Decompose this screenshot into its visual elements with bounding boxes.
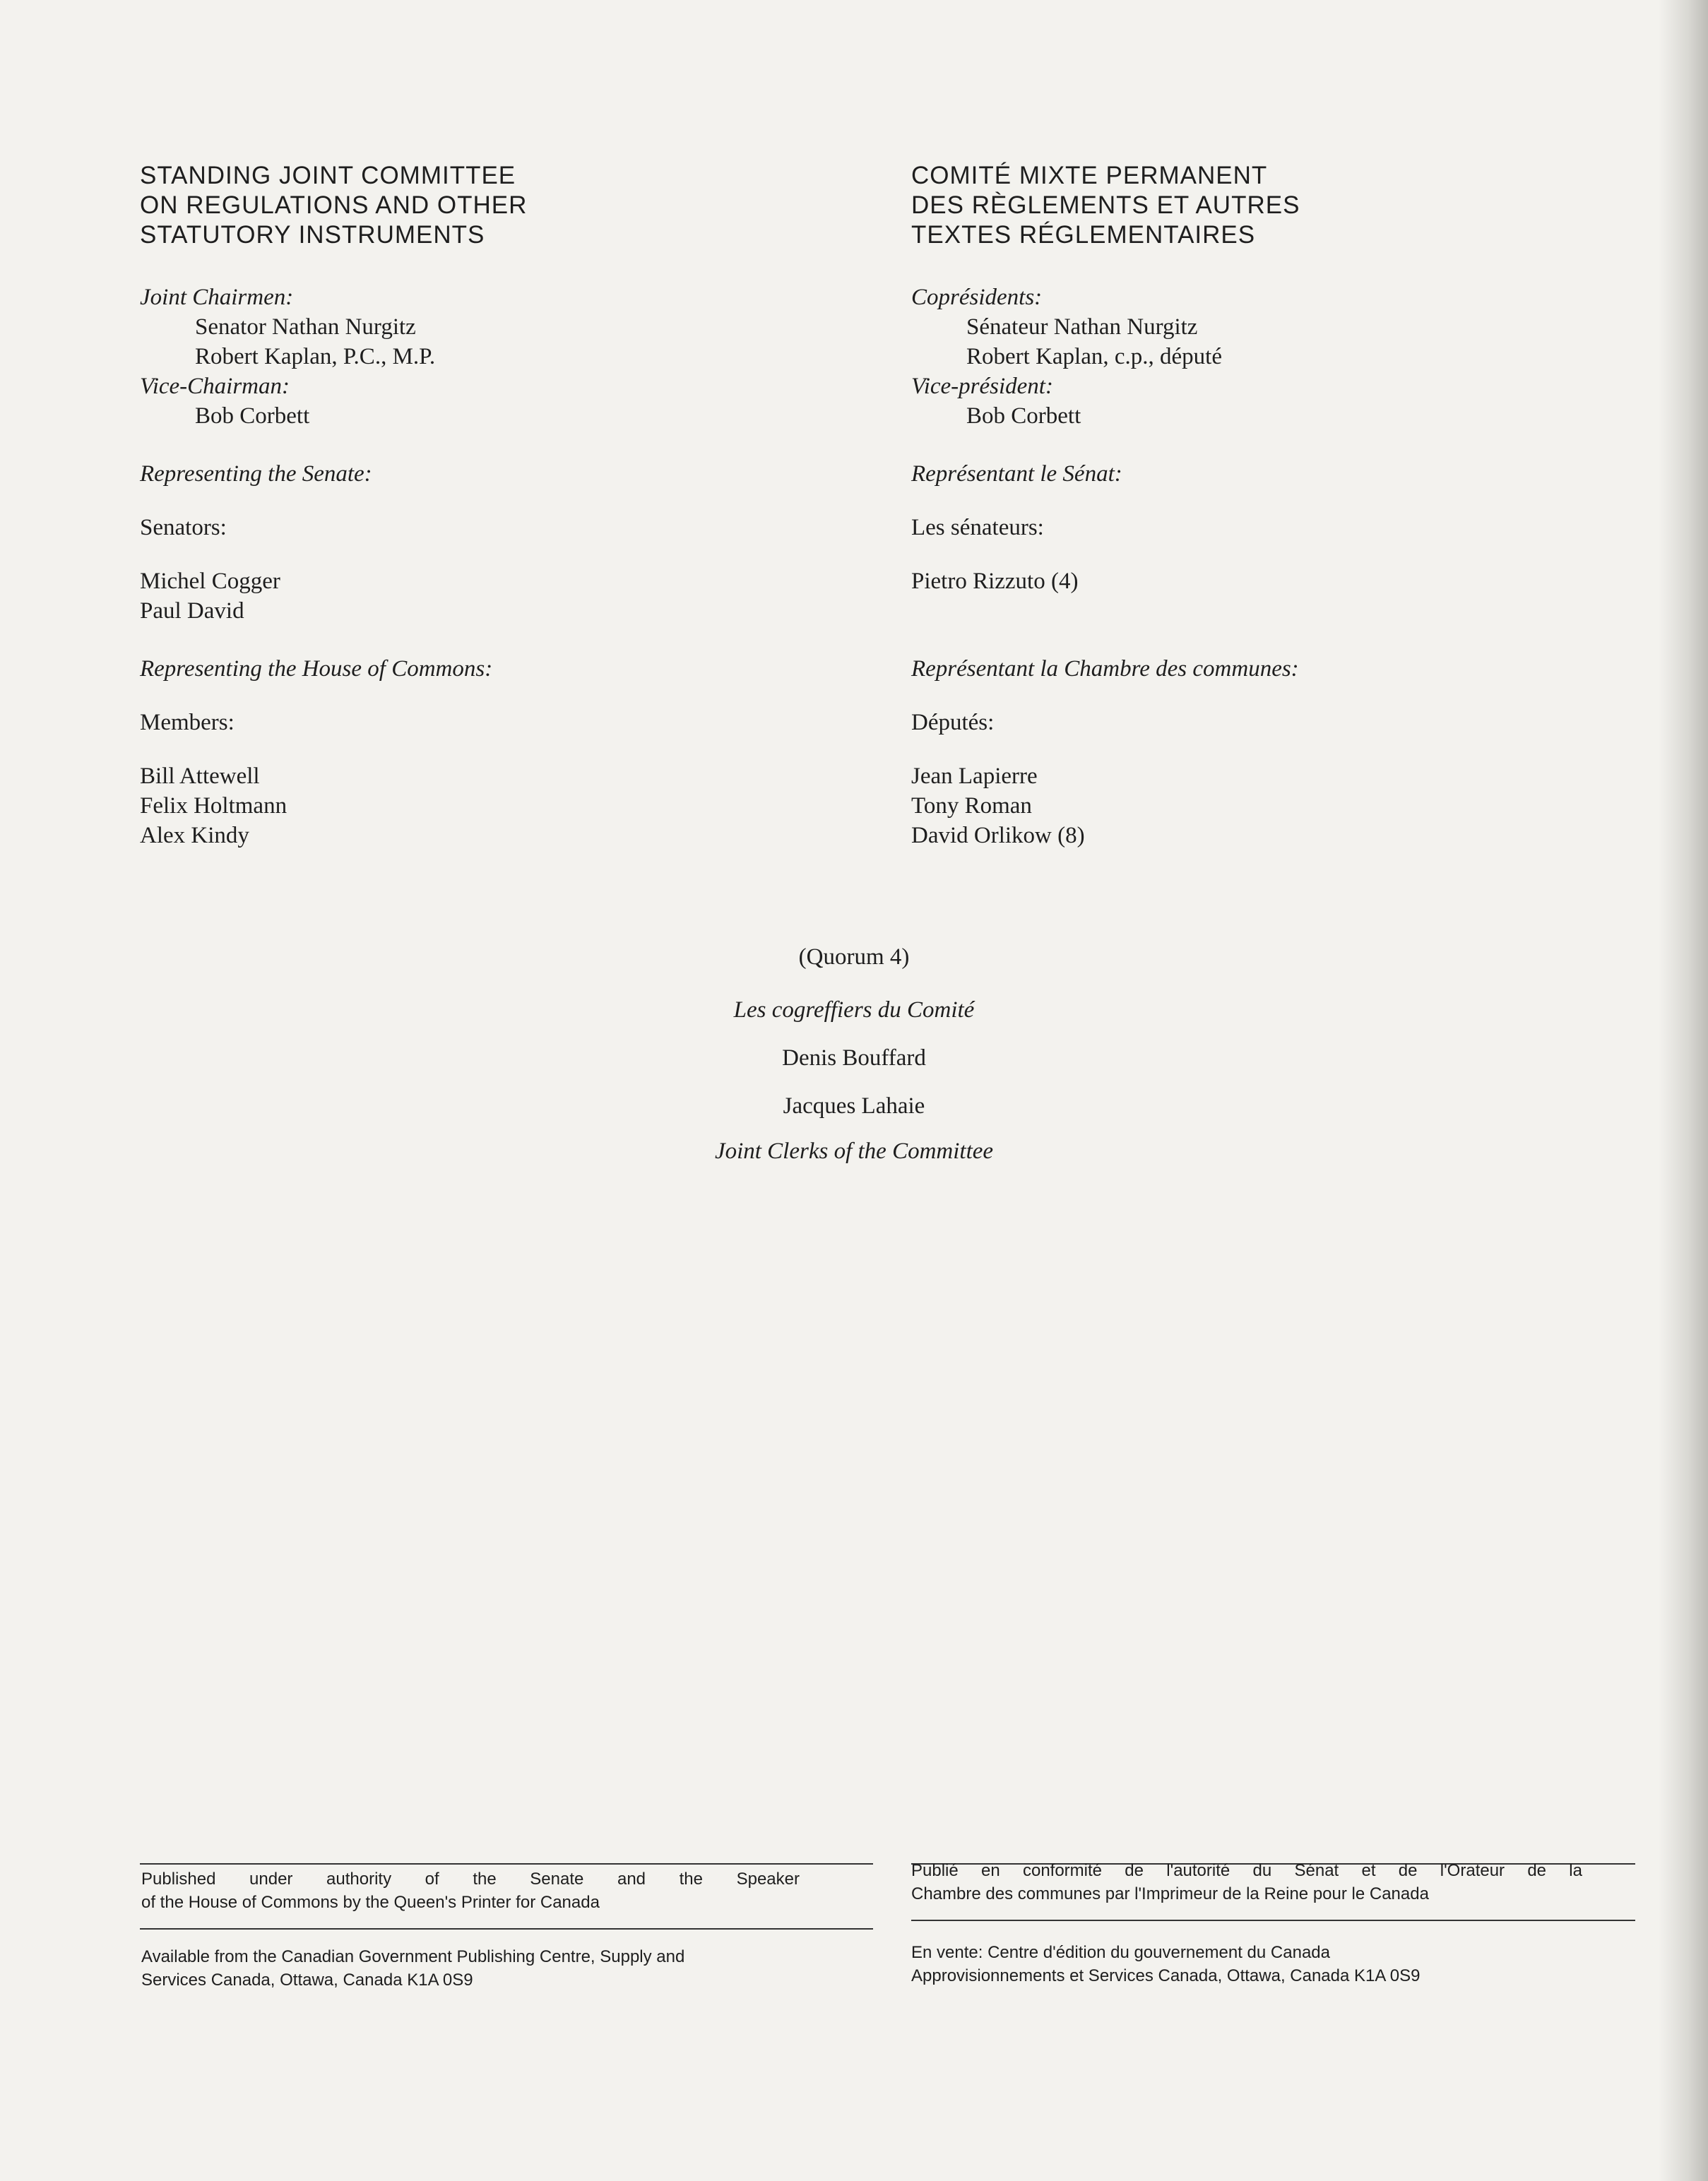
clerk-name: Denis Bouffard: [782, 1045, 926, 1071]
availability-line: Services Canada, Ottawa, Canada K1A 0S9: [141, 1971, 473, 1990]
committee-heading-fr: [911, 161, 1653, 250]
joint-chairman-name: Sénateur Nathan Nurgitz: [966, 314, 1198, 340]
vice-chairman-label: Vice-président:: [911, 374, 1053, 399]
vice-chairman-name: Bob Corbett: [195, 403, 310, 429]
members-label: Members:: [140, 710, 235, 735]
joint-chairmen-label: Coprésidents:: [911, 285, 1043, 310]
commons-representation-label: Représentant la Chambre des communes:: [911, 656, 1299, 682]
published-notice-en: [141, 1867, 800, 1914]
footer-rule-mid-left: [140, 1928, 873, 1930]
published-line: Chambre des communes par l'Imprimeur de la Reine pour le Canada: [911, 1884, 1429, 1903]
clerk-name: Jacques Lahaie: [783, 1093, 925, 1119]
member-name: David Orlikow (8): [911, 823, 1085, 848]
footer-rule-mid-right: [911, 1920, 1635, 1921]
member-name: Alex Kindy: [140, 823, 249, 848]
joint-chairman-name: Senator Nathan Nurgitz: [195, 314, 416, 340]
joint-chairman-name: Robert Kaplan, P.C., M.P.: [195, 344, 436, 369]
heading-line: ON REGULATIONS AND OTHER: [140, 191, 528, 219]
quorum: (Quorum 4): [798, 944, 910, 970]
senator-name: Michel Cogger: [140, 569, 280, 594]
clerks-label-en: Joint Clerks of the Committee: [714, 1139, 994, 1164]
member-name: Jean Lapierre: [911, 763, 1038, 789]
members-label: Députés:: [911, 710, 995, 735]
availability-line: En vente: Centre d'édition du gouvernement du Canada: [911, 1943, 1330, 1962]
commons-representation-label: Representing the House of Commons:: [140, 656, 493, 682]
member-name: Tony Roman: [911, 793, 1032, 819]
joint-chairman-name: Robert Kaplan, c.p., député: [966, 344, 1222, 369]
availability-notice-en: [141, 1945, 876, 1992]
clerks-label-fr: Les cogreffiers du Comité: [733, 997, 975, 1023]
heading-line: DES RÈGLEMENTS ET AUTRES: [911, 191, 1300, 219]
committee-heading-en: [140, 161, 882, 250]
heading-line: STANDING JOINT COMMITTEE: [140, 162, 516, 189]
senators-label: Les sénateurs:: [911, 515, 1044, 540]
page-edge-shadow: [1659, 0, 1708, 2181]
member-name: Bill Attewell: [140, 763, 260, 789]
availability-line: Approvisionnements et Services Canada, Ottawa, Canada K1A 0S9: [911, 1966, 1421, 1985]
heading-line: TEXTES RÉGLEMENTAIRES: [911, 221, 1256, 249]
joint-chairmen-label: Joint Chairmen:: [140, 285, 294, 310]
english-column: [140, 161, 882, 850]
vice-chairman-label: Vice-Chairman:: [140, 374, 290, 399]
published-line: of the House of Commons by the Queen's Printer for Canada: [141, 1893, 600, 1912]
vice-chairman-name: Bob Corbett: [966, 403, 1081, 429]
heading-line: STATUTORY INSTRUMENTS: [140, 221, 485, 249]
senator-name: Pietro Rizzuto (4): [911, 569, 1079, 594]
footer-rule-top-left: [140, 1863, 873, 1865]
senators-label: Senators:: [140, 515, 227, 540]
senator-name: Paul David: [140, 598, 244, 624]
senate-representation-label: Representing the Senate:: [140, 461, 372, 487]
published-notice-fr: [911, 1859, 1582, 1906]
availability-line: Available from the Canadian Government Publishing Centre, Supply and: [141, 1947, 685, 1966]
published-line: Publié en conformité de l'autorité du Sénat et de l'Orateur de la: [911, 1861, 1582, 1880]
published-line: Published under authority of the Senate and the Speaker: [141, 1870, 800, 1889]
availability-notice-fr: [911, 1941, 1618, 1987]
senate-representation-label: Représentant le Sénat:: [911, 461, 1122, 487]
heading-line: COMITÉ MIXTE PERMANENT: [911, 162, 1268, 189]
member-name: Felix Holtmann: [140, 793, 287, 819]
french-column: [911, 161, 1653, 850]
